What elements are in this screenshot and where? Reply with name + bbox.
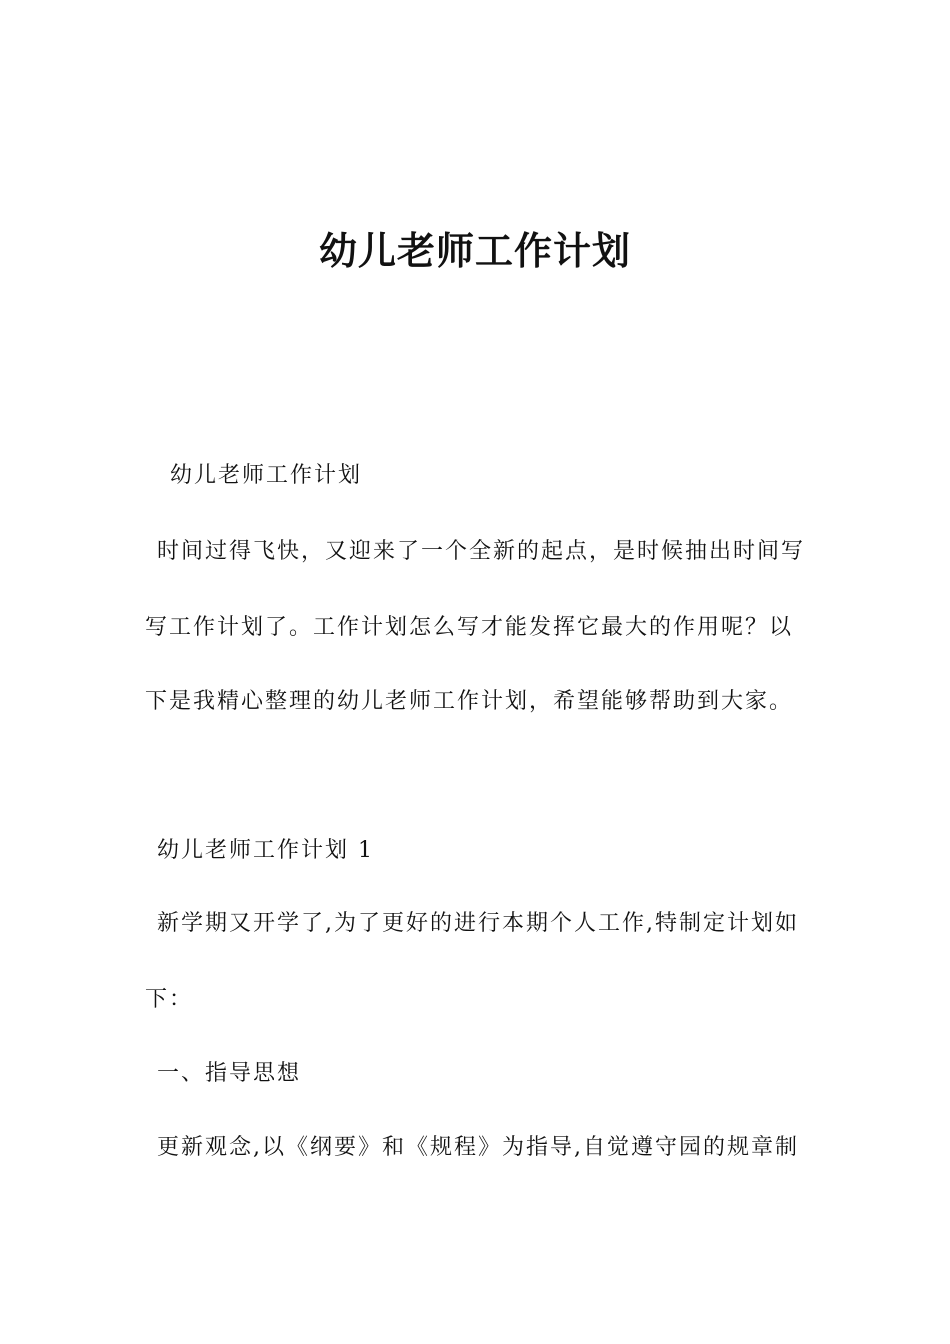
document-title: 幼儿老师工作计划 bbox=[318, 229, 631, 273]
subheading-guiding-thought: 一、指导思想 bbox=[157, 1061, 302, 1086]
intro-paragraph-line-3: 下是我精心整理的幼儿老师工作计划，希望能够帮助到大家。 bbox=[145, 689, 794, 714]
intro-paragraph-line-1: 时间过得飞快，又迎来了一个全新的起点，是时候抽出时间写 bbox=[157, 539, 806, 564]
intro-paragraph-line-2: 写工作计划了。工作计划怎么写才能发挥它最大的作用呢？以 bbox=[145, 615, 794, 640]
intro-heading: 幼儿老师工作计划 bbox=[170, 463, 363, 488]
plan-paragraph-line-1: 新学期又开学了,为了更好的进行本期个人工作,特制定计划如 bbox=[157, 911, 799, 936]
guiding-thought-paragraph-line-1: 更新观念,以《纲要》和《规程》为指导,自觉遵守园的规章制 bbox=[157, 1135, 799, 1160]
plan-paragraph-line-2: 下： bbox=[145, 987, 194, 1012]
section-heading-plan-1: 幼儿老师工作计划 1 bbox=[157, 838, 374, 863]
